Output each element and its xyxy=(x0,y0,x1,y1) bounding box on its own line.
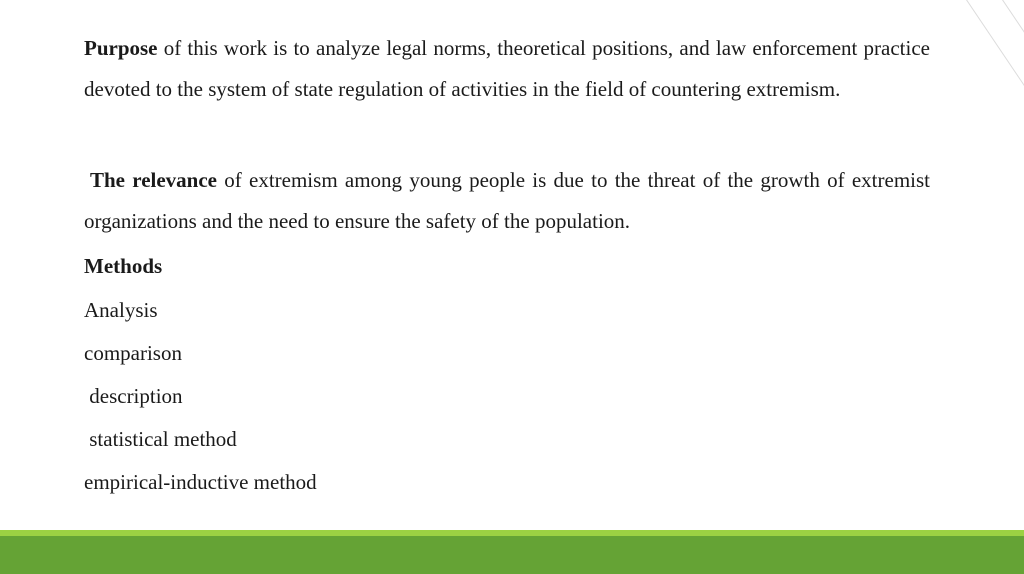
slide-content xyxy=(84,28,930,504)
relevance-text: of extremism among young people is due to the threat of the growth of extremist organizations and the need to ensure the safety of the population. xyxy=(84,168,930,233)
methods-heading: Methods xyxy=(84,254,163,278)
purpose-text: of this work is to analyze legal norms, theoretical positions, and law enforcement practice devoted to the system of state regulation of activities in the field of countering extremism. xyxy=(84,36,930,101)
relevance-label: The relevance xyxy=(90,168,217,192)
method-item-comparison: comparison xyxy=(84,341,182,365)
method-item-description: description xyxy=(84,384,183,408)
relevance-paragraph xyxy=(84,160,930,242)
purpose-label: Purpose xyxy=(84,36,158,60)
method-item-analysis: Analysis xyxy=(84,298,158,322)
footer-bar xyxy=(0,530,1024,574)
footer-band xyxy=(0,536,1024,574)
decorative-corner-line xyxy=(1002,0,1024,91)
methods-list xyxy=(84,289,930,504)
method-item-empirical-inductive: empirical-inductive method xyxy=(84,470,317,494)
method-item-statistical: statistical method xyxy=(84,427,237,451)
purpose-paragraph xyxy=(84,28,930,151)
